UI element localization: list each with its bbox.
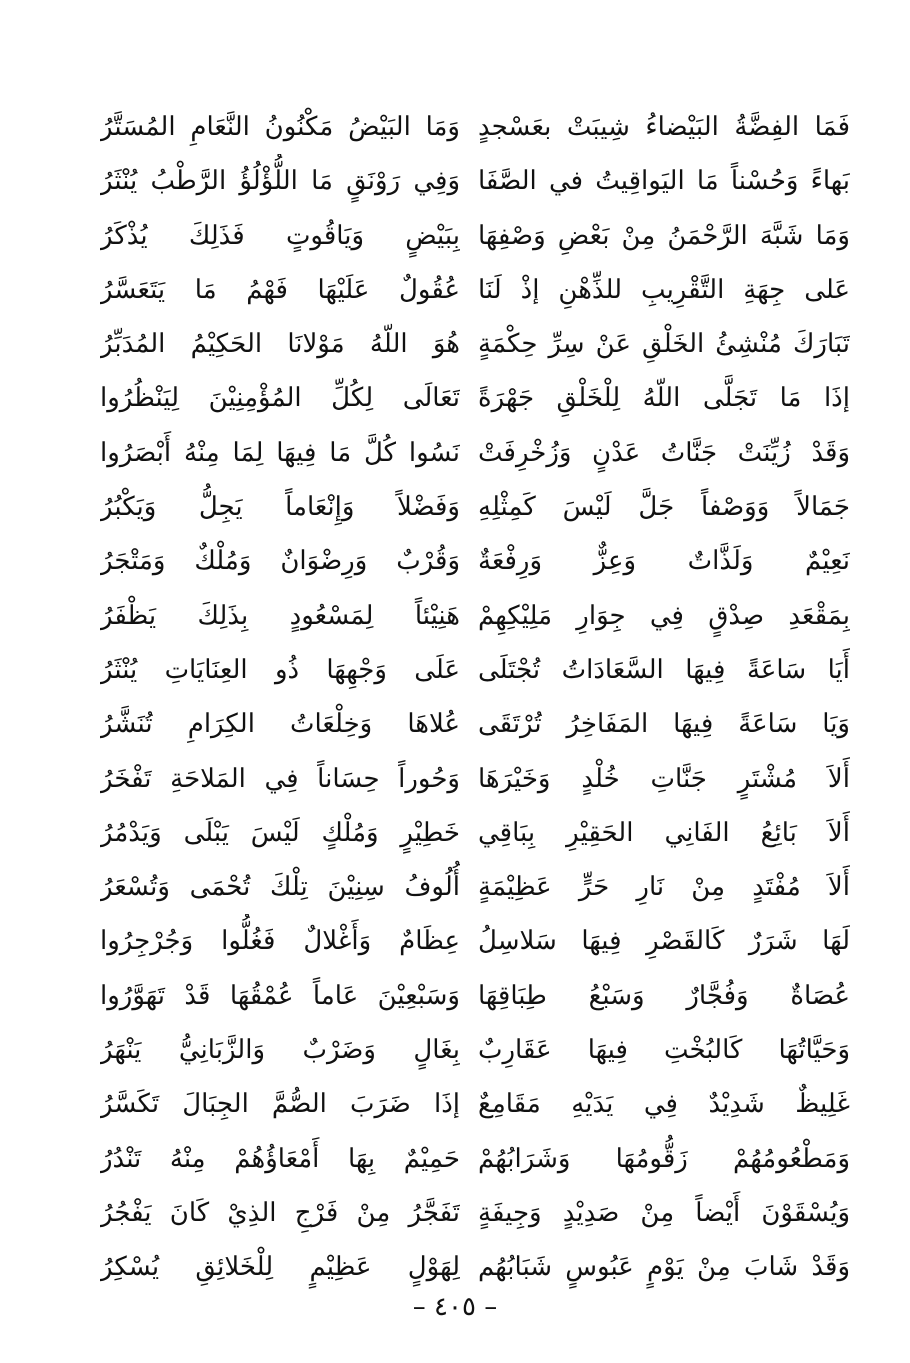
left-verse-line: عَلَى وَجْهِهَا ذُو العِنَايَاتِ يُنْثَرُ <box>100 654 460 685</box>
left-verse-line: أُلُوفُ سِنِيْنَ تِلْكَ تُحْمَى وَتُسْعَرُ <box>100 872 460 903</box>
right-verse-line: أَلاَ مُشْتَرٍ جَنَّاتِ خُلْدٍ وَخَيْرَهَا <box>478 763 850 794</box>
left-verse-line: حَمِيْمٌ بِهَا أَمْعَاؤُهُمْ مِنْهُ تَنْدُرُ <box>100 1143 460 1174</box>
left-verse-line: وَفِي رَوْنَقٍ مَا اللُّؤْلُؤُ الرَّطْبُ يُنْثَرُ <box>100 166 460 197</box>
right-verse-line: بَهاءً وَحُسْناً مَا اليَواقِيتُ في الصَّفَا <box>478 166 850 197</box>
left-verse-line: هَنِيْئاً لِمَسْعُودٍ بِذَلِكَ يَظْفَرُ <box>100 600 460 631</box>
right-verse-line: عَلى جِهَةِ التَّقْرِيبِ للذِّهْنِ إذْ لَنَا <box>478 274 850 305</box>
left-verse-line: تَفَجَّرُ مِنْ فَرْجِ الذِيْ كَانَ يَفْجُرُ <box>100 1197 460 1228</box>
right-verse-line: جَمَالاً وَوَصْفاً جَلَّ لَيْسَ كَمِثْلِهِ <box>478 492 850 523</box>
right-verse-line: وَمَا شَبَّهَ الرَّحْمَنُ مِنْ بَعْضِ وَصْفِهَا <box>478 220 850 251</box>
right-verse-line: نَعِيْمٌ وَلَذَّاتٌ وَعِزٌّ وَرِفْعَةٌ <box>478 546 850 577</box>
right-verse-line: تَبَارَكَ مُنْشِئُ الخَلْقِ عَنْ سِرِّ حِكْمَةٍ <box>478 329 850 360</box>
right-verse-line: غَلِيظٌ شَدِيْدٌ فِي يَدَيْهِ مَقَامِعٌ <box>478 1089 850 1120</box>
left-verse-line: نَسُوا كُلَّ مَا فِيهَا لِمَا مِنْهُ أَبْصَرُوا <box>100 437 460 468</box>
right-verse-line: وَيَا سَاعَةً فِيهَا المَفَاخِرُ تُرْتَقَى <box>478 709 850 740</box>
left-verse-line: وَسَبْعِيْنَ عَاماً عُمْقُهَا قَدْ تَهَوَّرُوا <box>100 980 460 1011</box>
left-verse-line: وَقُرْبٌ وَرِضْوَانٌ وَمُلْكٌ وَمَتْجَرُ <box>100 546 460 577</box>
right-verse-line: وَمَطْعُومُهُمْ زَقُّومُهَا وَشَرَابُهُمْ <box>478 1143 850 1174</box>
page-number: – ٤٠٥ – <box>412 1292 498 1322</box>
left-verse-line: هُوَ اللّهُ مَوْلانَا الحَكِيْمُ المُدَبِّرُ <box>100 329 460 360</box>
right-verse-line: بِمَقْعَدِ صِدْقٍ فِي جِوَارِ مَلِيْكِهِمْ <box>478 600 850 631</box>
right-verse-line: أَيَا سَاعَةً فِيهَا السَّعَادَاتُ تُجْتَلَى <box>478 654 850 685</box>
left-verse-line: عُقُولٌ عَلَيْهَا فَهْمُ مَا يَتَعَسَّرُ <box>100 274 460 305</box>
right-verse-line: فَمَا الفِضَّةُ البَيْضاءُ شِيبَتْ بعَسْجدٍ <box>478 112 850 142</box>
left-verse-line: وَمَا البَيْضُ مَكْنُونُ النَّعَامِ المُسَتَّرُ <box>100 112 460 142</box>
left-verse-line: لِهَوْلٍ عَظِيْمٍ لِلْخَلائِقِ يُسْكِرُ <box>100 1252 460 1283</box>
left-verse-line: خَطِيْرٍ وَمُلْكٍ لَيْسَ يَبْلَى وَيَدْمُرُ <box>100 817 460 848</box>
right-verse-line: عُصَاةٌ وَفُجَّارٌ وَسَبْعُ طِبَاقِهَا <box>478 980 850 1011</box>
right-verse-line: وَيُسْقَوْنَ أَيْضاً مِنْ صَدِيْدٍ وَجِيفَةٍ <box>478 1197 850 1228</box>
right-verse-line: أَلاَ بَائِعُ الفَانِي الحَقِيْرِ بِبَاقِي <box>478 817 850 848</box>
left-verse-line: بِغَالٍ وَضَرْبٌ وَالزَّبَانِيُّ يَنْهَرُ <box>100 1035 460 1066</box>
left-verse-line: تَعَالَى لِكُلِّ المُؤْمِنِيْنَ لِيَنْظُرُوا <box>100 383 460 414</box>
right-verse-line: إذَا مَا تَجَلَّى اللّهُ لِلْخَلْقِ جَهْرَةً <box>478 383 850 414</box>
left-verse-line: وَفَضْلاً وَإِنْعَاماً يَجِلُّ وَيَكْبُرُ <box>100 492 460 523</box>
right-verse-line: لَهَا شَرَرٌ كَالقَصْرِ فِيهَا سَلاسِلُ <box>478 926 850 957</box>
right-verse-line: وَقَدْ شَابَ مِنْ يَوْمٍ عَبُوسٍ شَبَابُهُم <box>478 1252 850 1283</box>
poem-right-column <box>478 100 850 1295</box>
left-verse-line: بِبَيْضٍ وَيَاقُوتٍ فَذَلِكَ يُذْكَرُ <box>100 220 460 251</box>
left-verse-line: وَحُوراً حِسَاناً فِي المَلاحَةِ تَفْخَرُ <box>100 763 460 794</box>
right-verse-line: وَحَيَّاتُهَا كَالبُخْتِ فِيهَا عَقَارِبٌ <box>478 1035 850 1066</box>
left-verse-line: عُلاهَا وَخِلْعَاتُ الكِرَامِ تُنَشَّرُ <box>100 709 460 740</box>
left-verse-line: إذَا ضَرَبَ الصُّمَّ الجِبَالَ تَكَسَّرُ <box>100 1089 460 1120</box>
right-verse-line: وَقَدْ زُيِّنَتْ جَنَّاتُ عَدْنٍ وَزُخْرِفَتْ <box>478 437 850 468</box>
right-verse-line: أَلاَ مُفْتَدٍ مِنْ نَارِ حَرٍّ عَظِيْمَةٍ <box>478 872 850 903</box>
poem-left-column <box>100 100 460 1295</box>
left-verse-line: عِظَامٌ وَأَغْلالٌ فَغُلُّوا وَجُرْجِرُوا <box>100 926 460 957</box>
